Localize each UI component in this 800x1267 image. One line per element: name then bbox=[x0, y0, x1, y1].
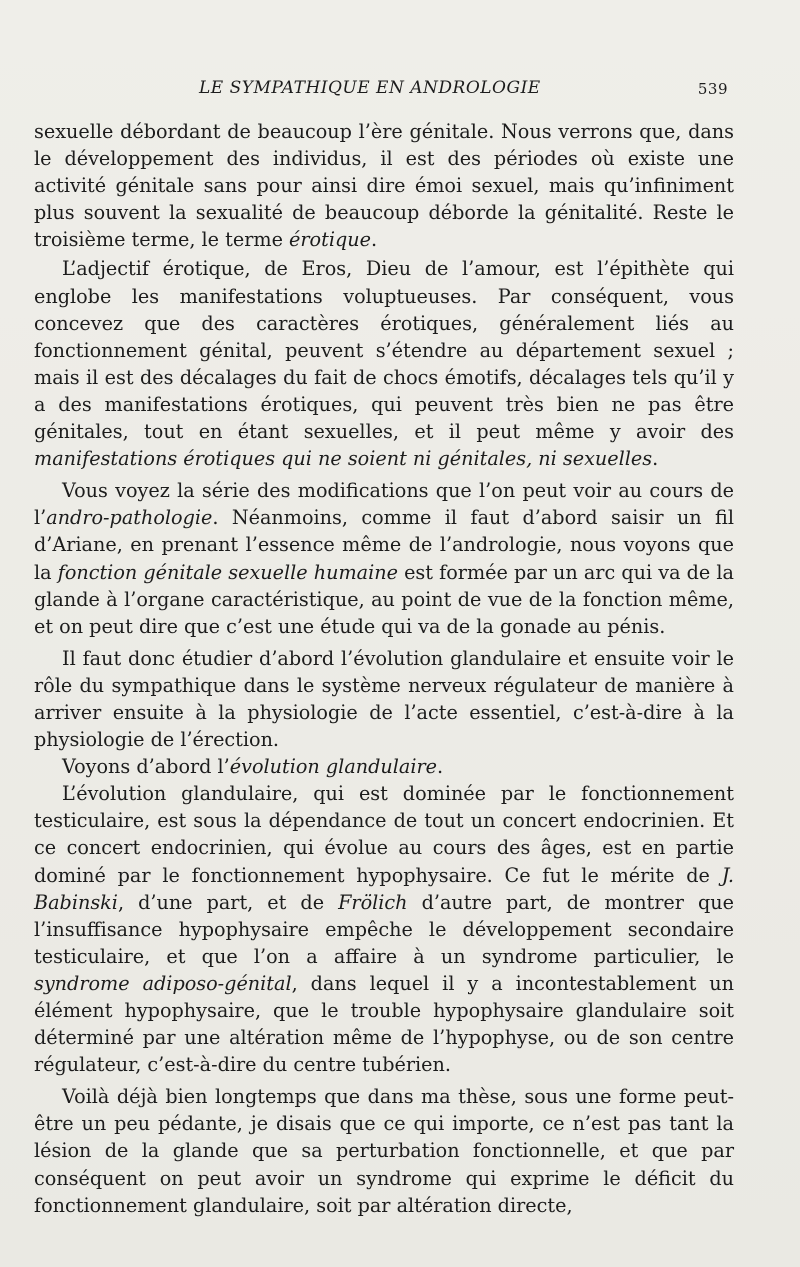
paragraph-1 bbox=[34, 118, 734, 253]
paragraph-6-italic-2: Frölich bbox=[338, 890, 408, 914]
running-title: LE SYMPATHIQUE EN ANDROLOGIE bbox=[199, 78, 541, 98]
page-number: 539 bbox=[697, 80, 728, 98]
paragraph-2-italic: manifestations érotiques qui ne soient ni génitales, ni sexuelles bbox=[34, 447, 653, 471]
paragraph-2-text-b: . bbox=[652, 447, 659, 471]
paragraph-6-text-b: , d’une part, et de bbox=[117, 890, 339, 914]
paragraph-6-text-c: d’autre part, de montrer que l’insuffisance hypophysaire empêche le développement secondaire testiculaire, et que l’on a affaire à un syndrome particulier, le bbox=[34, 890, 734, 968]
paragraph-5-italic: évolution glandulaire bbox=[229, 755, 437, 779]
paragraph-6-italic-3: syndrome adiposo-génital bbox=[34, 971, 292, 995]
paragraph-6-italic-1: J. Babinski bbox=[34, 863, 734, 914]
paragraph-1-text-a: sexuelle débordant de beaucoup l’ère génitale. Nous verrons que, dans le développement des individus, il est des périodes où existe une activité génitale sans pour ainsi dire émoi sexuel, mais qu’infiniment plus souvent la sexualité de beaucoup déborde la génitalité. Reste le troisième terme, le terme bbox=[34, 120, 734, 252]
paragraph-6 bbox=[34, 780, 734, 1078]
paragraph-3-italic-2: fonction génitale sexuelle humaine bbox=[57, 560, 398, 584]
paragraph-5 bbox=[34, 753, 734, 780]
paragraph-3-text-b: . Néanmoins, comme il faut d’abord saisir un fil d’Ariane, en prenant l’essence même de l’andrologie, nous voyons que la bbox=[34, 506, 734, 584]
paragraph-1-text-b: . bbox=[370, 228, 378, 252]
paragraph-7: Voilà déjà bien longtemps que dans ma thèse, sous une forme peut-être un peu pédante, je disais que ce qui importe, ce n’est pas tant la lésion de la glande que sa perturbation fonctionnelle, et que par conséquent on peut avoir un syndrome qui exprime le déficit du fonctionnement glandulaire, soit par altération directe, bbox=[34, 1085, 734, 1217]
paragraph-3-text-a: Vous voyez la série des modifications que l’on peut voir au cours de l’ bbox=[34, 479, 734, 530]
paragraph-5-text-a: Voyons d’abord l’ bbox=[62, 755, 230, 779]
paragraph-6-text-d: , dans lequel il y a incontestablement un élément hypophysaire, que le trouble hypophysaire glandulaire soit déterminé par une altération même de l’hypophyse, ou de son centre régulateur, c’est-à-dire du centre tubérien. bbox=[34, 971, 734, 1077]
paragraph-5-text-b: . bbox=[437, 755, 444, 779]
paragraph-2-text-a: L’adjectif érotique, de Eros, Dieu de l’amour, est l’épithète qui englobe les manifestations voluptueuses. Par conséquent, vous concevez que des caractères érotiques, généralement liés au fonctionnement génital, peuvent s’étendre au département sexuel ; mais il est des décalages du fait de chocs émotifs, décalages tels qu’il y a des manifestations érotiques, qui peuvent très bien ne pas être génitales, tout en étant sexuelles, et il peut même y avoir des bbox=[34, 257, 734, 444]
paragraph-3-italic-1: andro-pathologie bbox=[46, 506, 213, 530]
paragraph-3 bbox=[34, 477, 734, 640]
page-header bbox=[36, 78, 728, 102]
paragraph-3-text-c: est formée par un arc qui va de la glande à l’organe caractéristique, au point de vue de la fonction même, et on peut dire que c’est une étude qui va de la gonade au pénis. bbox=[34, 560, 734, 638]
paragraph-4: Il faut donc étudier d’abord l’évolution glandulaire et ensuite voir le rôle du sympathique dans le système nerveux régulateur de manière à arriver ensuite à la physiologie de l’acte essentiel, c’est-à-dire à la physiologie de l’érection. bbox=[34, 646, 734, 752]
paragraph-1-italic: érotique bbox=[289, 228, 371, 252]
paragraph-2 bbox=[34, 255, 734, 472]
paragraph-6-text-a: L’évolution glandulaire, qui est dominée par le fonctionnement testiculaire, est sous la dépendance de tout un concert endocrinien. Et ce concert endocrinien, qui évolue au cours des âges, est en partie dominé par le fonctionnement hypophysaire. Ce fut le mérite de bbox=[34, 782, 734, 887]
body-text bbox=[34, 118, 734, 1219]
